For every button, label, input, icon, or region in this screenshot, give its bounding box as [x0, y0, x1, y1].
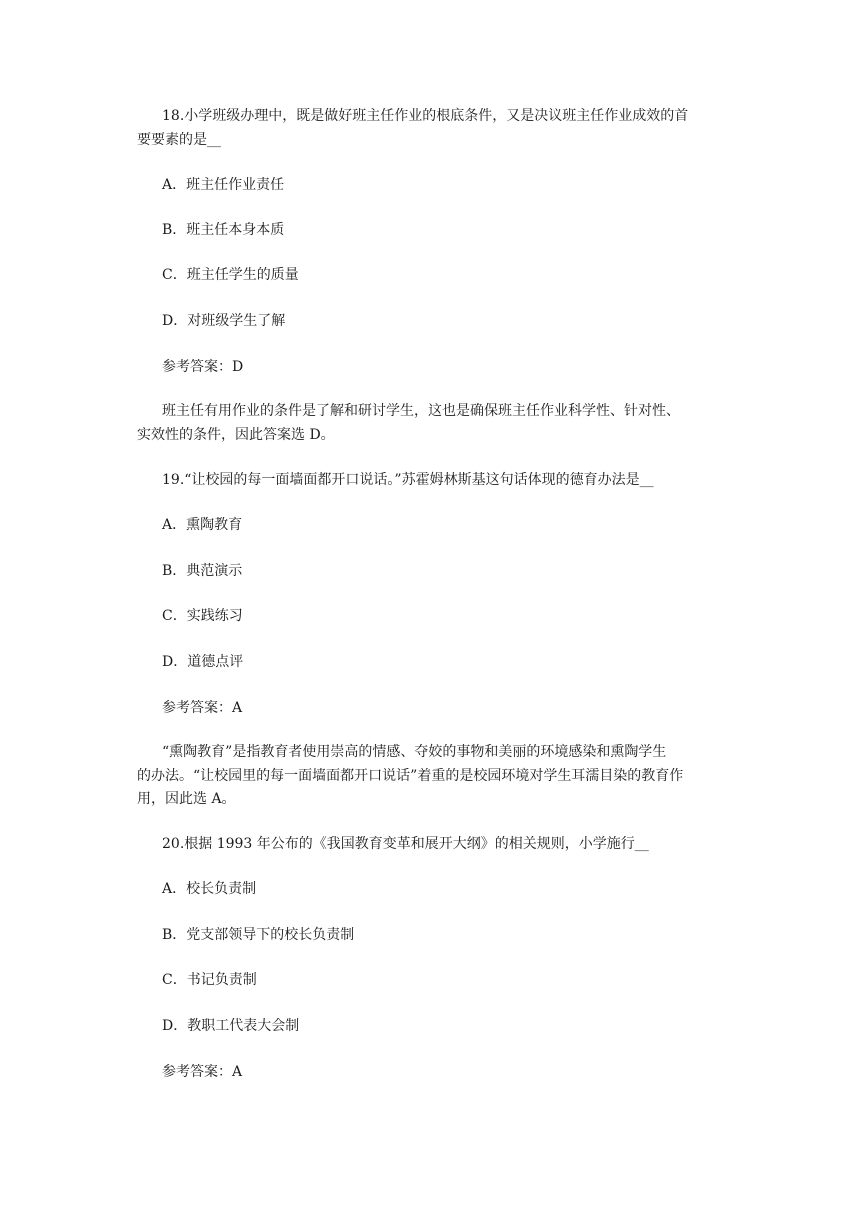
question-18-answer: 参考答案：D	[162, 359, 244, 375]
question-18-option-b: B．班主任本身本质	[162, 222, 285, 238]
question-20-option-d: D．教职工代表大会制	[162, 1018, 300, 1034]
question-19-explanation-line-2: 的办法。“让校园里的每一面墙面都开口说话”着重的是校园环境对学生耳濡目染的教育作	[137, 768, 684, 784]
question-20-stem-line-1: 20.根据 1993 年公布的《我国教育变革和展开大纲》的相关规则，小学施行__	[162, 836, 649, 852]
question-19-option-d: D．道德点评	[162, 654, 244, 670]
question-18-stem-line-1: 18.小学班级办理中，既是做好班主任作业的根底条件，又是决议班主任作业成效的首	[162, 108, 689, 124]
question-19-option-b: B．典范演示	[162, 563, 243, 579]
question-19-stem-line-1: 19.“让校园的每一面墙面都开口说话。”苏霍姆林斯基这句话体现的德育办法是__	[162, 472, 654, 488]
question-20-option-c: C．书记负责制	[162, 972, 257, 988]
question-18-option-a: A．班主任作业责任	[162, 177, 285, 193]
question-19-option-a: A．熏陶教育	[162, 517, 243, 533]
question-19-option-c: C．实践练习	[162, 608, 243, 624]
question-20-option-b: B．党支部领导下的校长负责制	[162, 927, 355, 943]
question-18-explanation-line-2: 实效性的条件，因此答案选 D。	[137, 427, 335, 443]
question-18-stem-line-2: 要要素的是__	[137, 132, 221, 148]
question-20-answer: 参考答案：A	[162, 1064, 243, 1080]
question-19-answer: 参考答案：A	[162, 700, 243, 716]
question-19-explanation-line-1: “熏陶教育”是指教育者使用崇高的情感、夺姣的事物和美丽的环境感染和熏陶学生	[162, 744, 667, 760]
question-20-option-a: A．校长负责制	[162, 881, 257, 897]
question-18-explanation-line-1: 班主任有用作业的条件是了解和研讨学生，这也是确保班主任作业科学性、针对性、	[162, 403, 680, 419]
question-19-explanation-line-3: 用，因此选 A。	[137, 791, 236, 807]
question-18-option-d: D．对班级学生了解	[162, 313, 286, 329]
question-18-option-c: C．班主任学生的质量	[162, 267, 299, 283]
